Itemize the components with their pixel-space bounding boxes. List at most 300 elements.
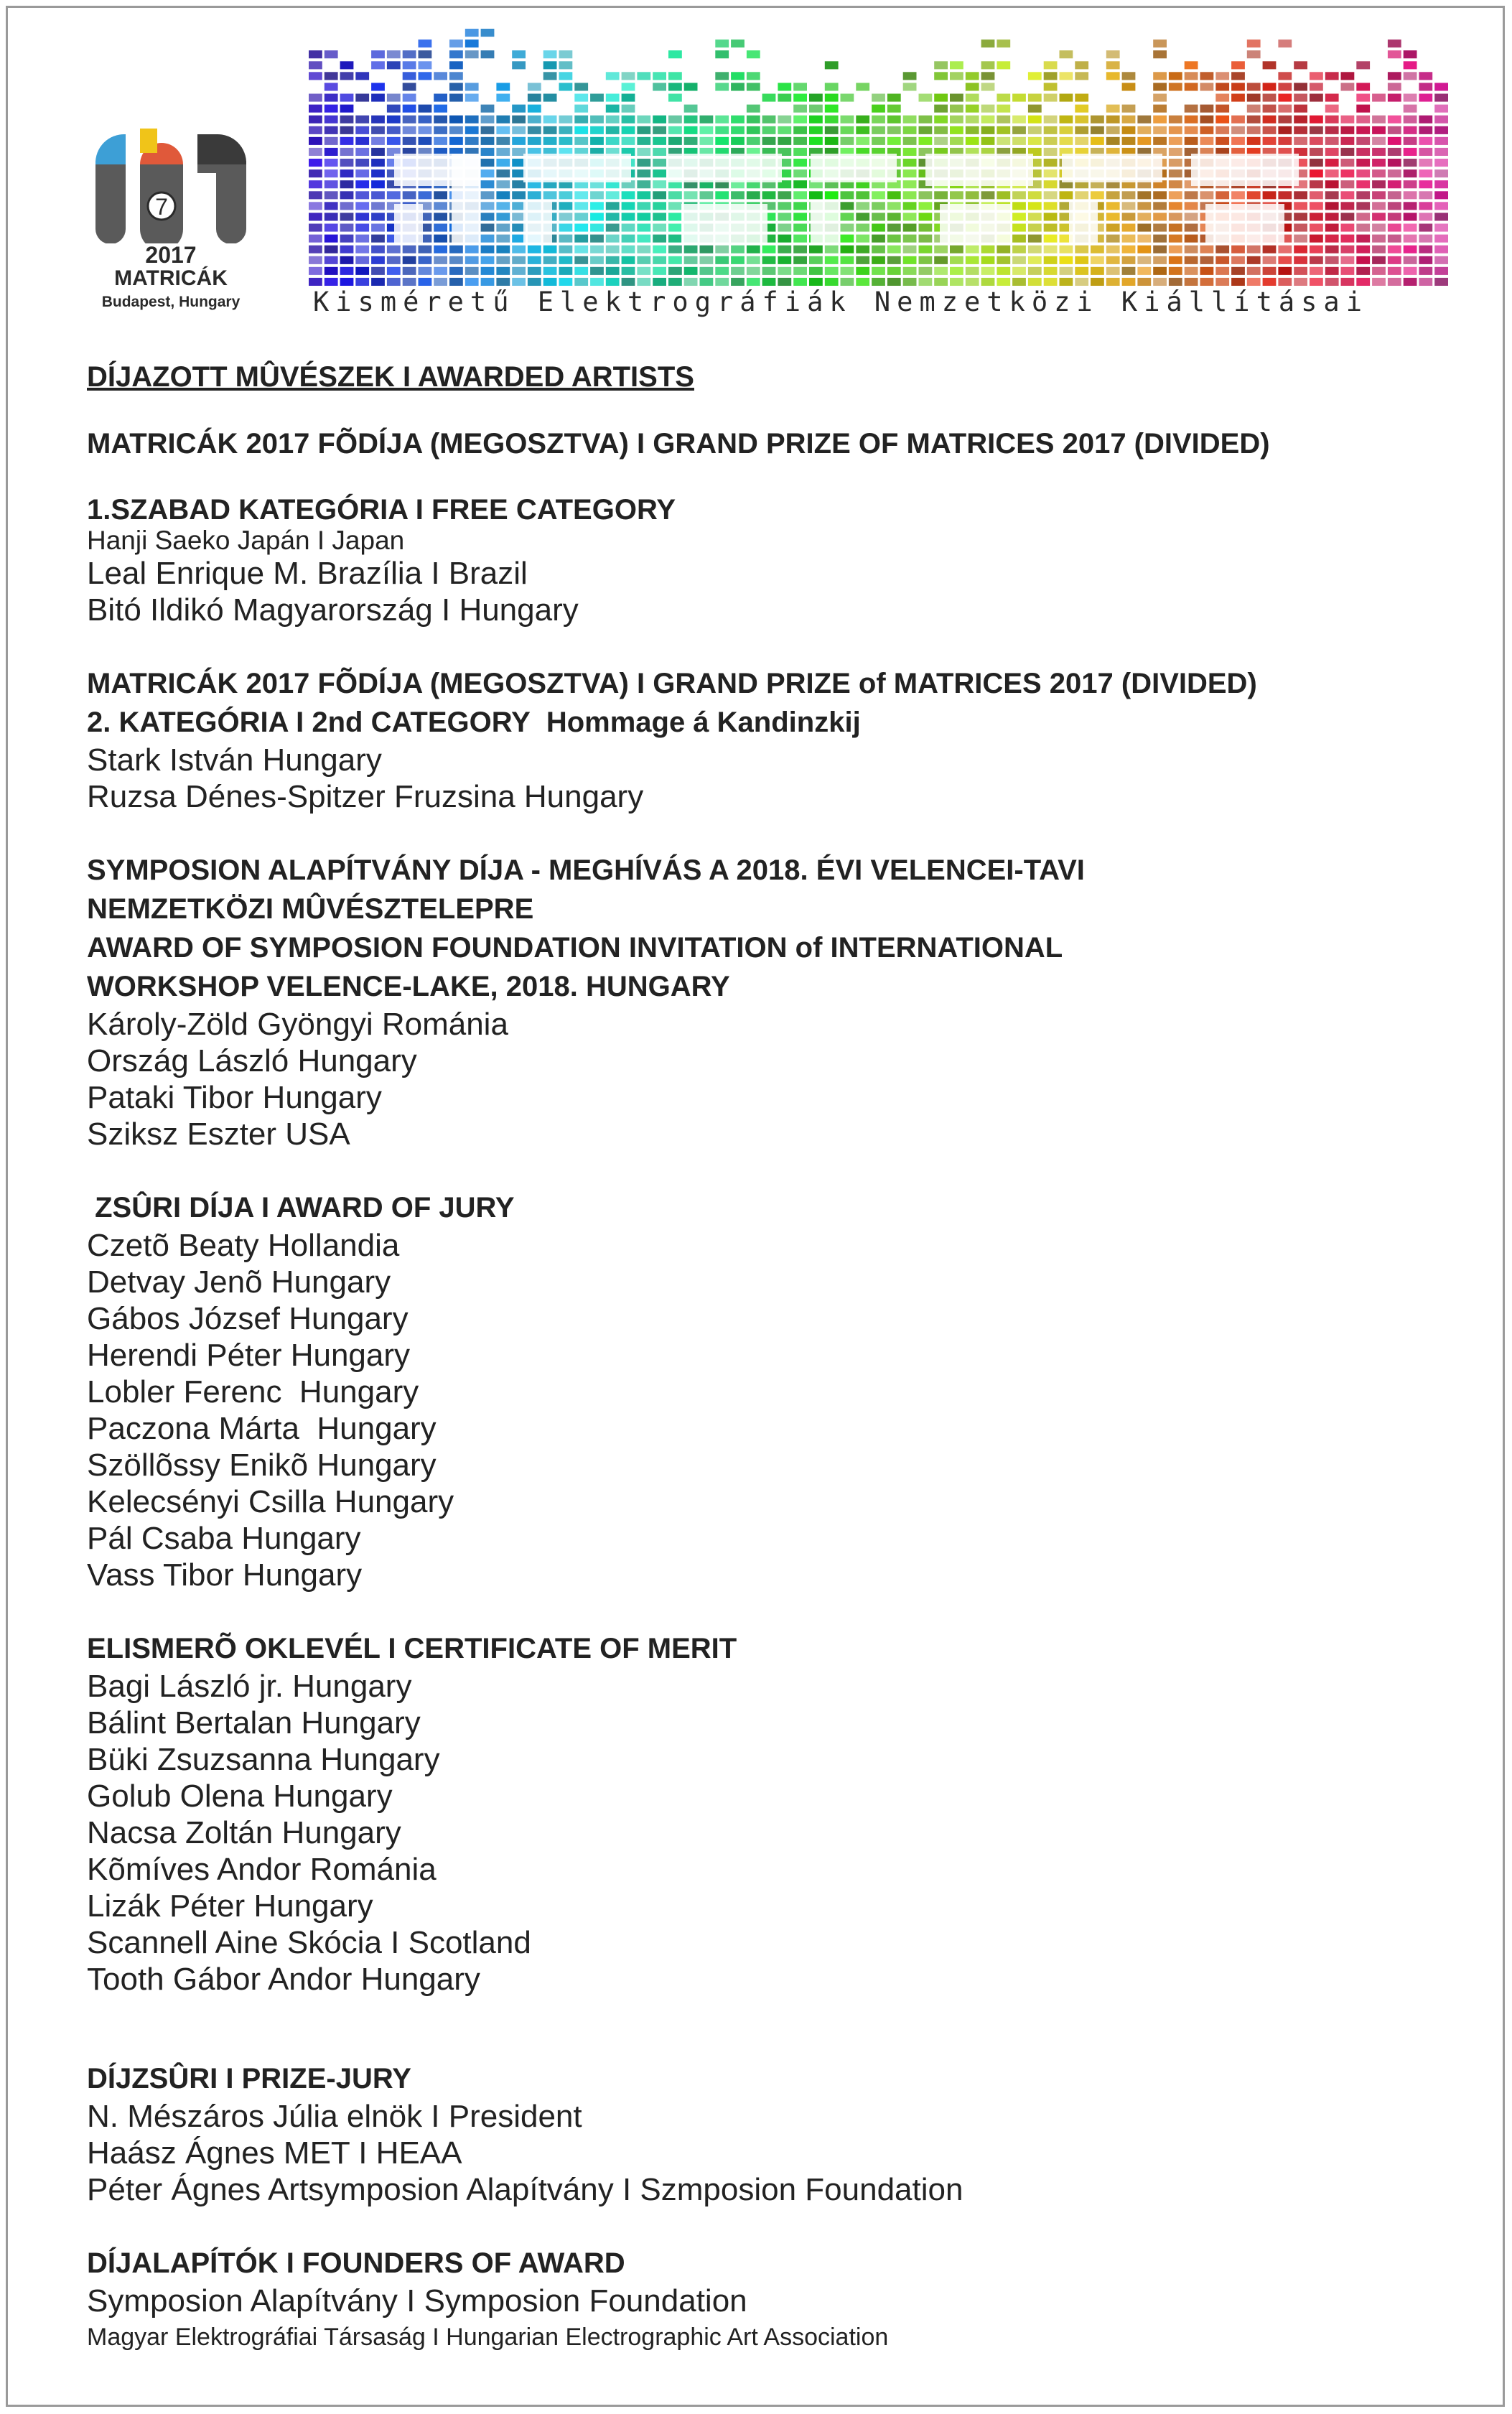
mosaic-tile: [778, 83, 791, 90]
mosaic-tile: [1231, 278, 1245, 286]
mosaic-tile: [1341, 148, 1355, 156]
mosaic-tile: [1075, 126, 1088, 134]
mosaic-tile: [1310, 246, 1323, 253]
mosaic-tile: [465, 126, 479, 134]
mosaic-tile: [1137, 116, 1151, 124]
mosaic-tile: [1419, 191, 1432, 199]
mosaic-tile: [668, 202, 682, 210]
mosaic-tile: [1372, 180, 1386, 188]
mosaic-tile: [919, 126, 933, 134]
mosaic-tile: [1419, 72, 1432, 80]
mosaic-tile: [622, 267, 635, 275]
mosaic-tile: [543, 191, 557, 199]
mosaic-tile: [1185, 246, 1198, 253]
mosaic-tile: [1185, 191, 1198, 199]
mosaic-tile: [481, 105, 495, 113]
mosaic-tile: [637, 180, 650, 188]
mosaic-tile: [872, 235, 885, 243]
mosaic-tile: [1372, 137, 1386, 145]
mosaic-tile: [543, 61, 557, 69]
mosaic-tile: [403, 137, 416, 145]
mosaic-tile: [1028, 213, 1042, 220]
mosaic-tile: [1028, 126, 1042, 134]
mosaic-tile: [325, 224, 338, 232]
mosaic-tile: [1169, 235, 1182, 243]
mosaic-tile: [1404, 105, 1417, 113]
mosaic-tile: [434, 72, 447, 80]
mosaic-tile: [1185, 105, 1198, 113]
mosaic-tile: [1153, 137, 1167, 145]
mosaic-tile: [371, 224, 385, 232]
artist-line: Stark István Hungary: [87, 742, 382, 778]
mosaic-letter-block: [1069, 200, 1098, 243]
mosaic-tile: [856, 137, 869, 145]
mosaic-tile: [778, 137, 791, 145]
mosaic-tile: [325, 235, 338, 243]
mosaic-tile: [700, 126, 714, 134]
mosaic-tile: [622, 235, 635, 243]
mosaic-tile: [309, 246, 322, 253]
mosaic-tile: [1231, 61, 1245, 69]
mosaic-tile: [1434, 224, 1448, 232]
mosaic-tile: [325, 148, 338, 156]
mosaic-tile: [762, 191, 776, 199]
mosaic-tile: [903, 191, 917, 199]
mosaic-tile: [950, 126, 963, 134]
mosaic-tile: [1419, 94, 1432, 102]
mosaic-tile: [606, 116, 620, 124]
mosaic-tile: [371, 61, 385, 69]
mosaic-tile: [543, 256, 557, 264]
mosaic-tile: [1153, 50, 1167, 58]
mosaic-tile: [1028, 72, 1042, 80]
mosaic-tile: [1434, 137, 1448, 145]
mosaic-tile: [793, 83, 807, 90]
mosaic-tile: [981, 72, 995, 80]
mosaic-tile: [1231, 83, 1245, 90]
mosaic-tile: [793, 180, 807, 188]
mosaic-tile: [934, 116, 948, 124]
mosaic-tile: [481, 202, 495, 210]
mosaic-tile: [872, 137, 885, 145]
mosaic-tile: [449, 50, 463, 58]
mosaic-tile: [496, 126, 510, 134]
mosaic-tile: [715, 246, 729, 253]
mosaic-tile: [1419, 180, 1432, 188]
merit-heading: ELISMERÕ OKLEVÉL I CERTIFICATE OF MERIT: [87, 1633, 737, 1664]
mosaic-tile: [997, 256, 1010, 264]
mosaic-tile: [1434, 94, 1448, 102]
mosaic-tile: [668, 83, 682, 90]
mosaic-tile: [637, 148, 650, 156]
mosaic-tile: [872, 267, 885, 275]
mosaic-tile: [1028, 191, 1042, 199]
mosaic-tile: [1372, 246, 1386, 253]
mosaic-tile: [919, 202, 933, 210]
mosaic-tile: [1106, 213, 1120, 220]
mosaic-tile: [325, 202, 338, 210]
mosaic-letter-block: [667, 154, 782, 182]
mosaic-tile: [622, 83, 635, 90]
mosaic-tile: [778, 191, 791, 199]
mosaic-tile: [637, 202, 650, 210]
mosaic-tile: [1012, 202, 1026, 210]
mosaic-tile: [1137, 126, 1151, 134]
mosaic-tile: [340, 159, 354, 167]
mosaic-tile: [325, 72, 338, 80]
mosaic-tile: [1419, 213, 1432, 220]
mosaic-tile: [1404, 116, 1417, 124]
mosaic-tile: [1169, 126, 1182, 134]
mosaic-tile: [1404, 159, 1417, 167]
mosaic-tile: [684, 126, 698, 134]
mosaic-tile: [1169, 83, 1182, 90]
mosaic-tile: [371, 137, 385, 145]
mosaic-tile: [1106, 116, 1120, 124]
mosaic-tile: [543, 116, 557, 124]
mosaic-tile: [1294, 267, 1307, 275]
mosaic-tile: [419, 191, 432, 199]
mosaic-tile: [355, 148, 369, 156]
mosaic-tile: [606, 267, 620, 275]
mosaic-tile: [903, 246, 917, 253]
mosaic-tile: [1278, 72, 1292, 80]
mosaic-tile: [1153, 72, 1167, 80]
mosaic-tile: [512, 105, 526, 113]
mosaic-tile: [449, 246, 463, 253]
mosaic-tile: [1091, 137, 1104, 145]
mosaic-tile: [684, 116, 698, 124]
mosaic-tile: [997, 137, 1010, 145]
mosaic-tile: [1263, 105, 1277, 113]
mosaic-tile: [1263, 278, 1277, 286]
mosaic-tile: [825, 126, 839, 134]
mosaic-tile: [1215, 126, 1229, 134]
mosaic-tile: [309, 235, 322, 243]
mosaic-tile: [793, 256, 807, 264]
mosaic-tile: [1278, 116, 1292, 124]
mosaic-tile: [1247, 50, 1261, 58]
mosaic-tile: [1137, 267, 1151, 275]
mosaic-tile: [574, 213, 588, 220]
mosaic-tile: [731, 83, 745, 90]
mosaic-tile: [1028, 256, 1042, 264]
mosaic-tile: [371, 148, 385, 156]
mosaic-tile: [1388, 126, 1401, 134]
mosaic-tile: [950, 105, 963, 113]
grand-prize-2-heading: MATRICÁK 2017 FÕDÍJA (MEGOSZTVA) I GRAND PRIZE of MATRICES 2017 (DIVIDED): [87, 668, 1257, 699]
mosaic-tile: [1356, 169, 1370, 177]
mosaic-tile: [637, 278, 650, 286]
mosaic-tile: [403, 256, 416, 264]
mosaic-tile: [325, 105, 338, 113]
mosaic-tile: [1434, 191, 1448, 199]
mosaic-tile: [1215, 116, 1229, 124]
mosaic-tile: [419, 72, 432, 80]
mosaic-tile: [481, 278, 495, 286]
mosaic-tile: [903, 116, 917, 124]
mosaic-tile: [715, 72, 729, 80]
jury-award-section: [87, 1188, 1451, 1593]
artist-line: Detvay Jenõ Hungary: [87, 1264, 391, 1300]
mosaic-tile: [809, 126, 823, 134]
mosaic-tile: [1388, 148, 1401, 156]
mosaic-tile: [872, 246, 885, 253]
mosaic-tile: [919, 224, 933, 232]
mosaic-tile: [1294, 61, 1307, 69]
mosaic-tile: [793, 116, 807, 124]
mosaic-tile: [1075, 267, 1088, 275]
mosaic-tile: [1169, 159, 1182, 167]
mosaic-tile: [481, 137, 495, 145]
mosaic-tile: [653, 278, 666, 286]
mosaic-tile: [841, 202, 854, 210]
mosaic-tile: [1106, 278, 1120, 286]
mosaic-tile: [1325, 191, 1339, 199]
mosaic-tile: [559, 61, 573, 69]
mosaic-tile: [668, 116, 682, 124]
mosaic-tile: [403, 191, 416, 199]
mosaic-tile: [1137, 213, 1151, 220]
mosaic-tile: [309, 148, 322, 156]
symposion-heading-line: AWARD OF SYMPOSION FOUNDATION INVITATION of INTERNATIONAL: [87, 932, 1063, 964]
artist-line: Lobler Ferenc Hungary: [87, 1374, 419, 1409]
mosaic-tile: [559, 224, 573, 232]
mosaic-tile: [1341, 267, 1355, 275]
mosaic-tile: [1075, 72, 1088, 80]
mosaic-tile: [1153, 191, 1167, 199]
mosaic-tile: [1419, 169, 1432, 177]
mosaic-tile: [966, 105, 979, 113]
mosaic-tile: [481, 148, 495, 156]
mosaic-tile: [1404, 72, 1417, 80]
mosaic-tile: [731, 191, 745, 199]
mosaic-tile: [1404, 213, 1417, 220]
mosaic-tile: [903, 159, 917, 167]
mosaic-tile: [778, 267, 791, 275]
mosaic-tile: [653, 224, 666, 232]
mosaic-tile: [1122, 246, 1136, 253]
mosaic-tile: [1060, 126, 1073, 134]
mosaic-tile: [1388, 246, 1401, 253]
mosaic-tile: [1215, 246, 1229, 253]
mosaic-tile: [731, 72, 745, 80]
mosaic-tile: [574, 246, 588, 253]
mosaic-tile: [1341, 72, 1355, 80]
mosaic-tile: [966, 256, 979, 264]
mosaic-tile: [1122, 224, 1136, 232]
mosaic-tile: [355, 191, 369, 199]
mosaic-tile: [1012, 116, 1026, 124]
mosaic-tile: [793, 137, 807, 145]
mosaic-tile: [1106, 202, 1120, 210]
mosaic-tile: [574, 83, 588, 90]
mosaic-tile: [903, 235, 917, 243]
mosaic-tile: [512, 137, 526, 145]
mosaic-tile: [419, 278, 432, 286]
mosaic-tile: [355, 202, 369, 210]
mosaic-tile: [700, 267, 714, 275]
mosaic-tile: [1185, 202, 1198, 210]
mosaic-tile: [1185, 126, 1198, 134]
mosaic-tile: [793, 126, 807, 134]
mosaic-tile: [1356, 213, 1370, 220]
mosaic-tile: [668, 126, 682, 134]
mosaic-tile: [1169, 72, 1182, 80]
mosaic-tile: [809, 94, 823, 102]
mosaic-tile: [1263, 126, 1277, 134]
mosaic-tile: [606, 105, 620, 113]
mosaic-tile: [403, 83, 416, 90]
mosaic-tile: [1294, 191, 1307, 199]
mosaic-tile: [309, 267, 322, 275]
mosaic-tile: [528, 267, 541, 275]
mosaic-tile: [355, 224, 369, 232]
mosaic-tile: [1325, 72, 1339, 80]
mosaic-tile: [1247, 39, 1261, 47]
mosaic-tile: [340, 105, 354, 113]
mosaic-tile: [872, 256, 885, 264]
logo-number: 7: [155, 194, 168, 220]
mosaic-tile: [1060, 267, 1073, 275]
mosaic-tile: [1372, 191, 1386, 199]
mosaic-tile: [1247, 191, 1261, 199]
mosaic-tile: [1091, 267, 1104, 275]
mosaic-tile: [528, 137, 541, 145]
mosaic-tile: [1404, 169, 1417, 177]
mosaic-tile: [825, 116, 839, 124]
mosaic-tile: [1075, 105, 1088, 113]
mosaic-tile: [872, 191, 885, 199]
mosaic-tile: [1310, 169, 1323, 177]
mosaic-tile: [449, 267, 463, 275]
mosaic-tile: [1325, 180, 1339, 188]
mosaic-tile: [1122, 213, 1136, 220]
artist-line: Kõmíves Andor Románia: [87, 1852, 437, 1887]
mosaic-tile: [1153, 256, 1167, 264]
mosaic-tile: [1434, 180, 1448, 188]
mosaic-tile: [872, 278, 885, 286]
mosaic-tile: [1153, 278, 1167, 286]
mosaic-tile: [668, 224, 682, 232]
mosaic-tile: [809, 191, 823, 199]
mosaic-tile: [481, 256, 495, 264]
mosaic-tile: [1294, 213, 1307, 220]
artist-line: Vass Tibor Hungary: [87, 1557, 363, 1593]
mosaic-tile: [449, 72, 463, 80]
mosaic-tile: [1169, 267, 1182, 275]
mosaic-tile: [981, 39, 995, 47]
mosaic-tile: [903, 202, 917, 210]
mosaic-tile: [637, 191, 650, 199]
mosaic-tile: [856, 278, 869, 286]
mosaic-tile: [355, 126, 369, 134]
mosaic-tile: [903, 224, 917, 232]
mosaic-tile: [715, 126, 729, 134]
awards-list: [87, 360, 1451, 2355]
mosaic-tile: [309, 180, 322, 188]
jury-member-line: Haász Ágnes MET I HEAA: [87, 2135, 462, 2171]
mosaic-tile: [731, 246, 745, 253]
mosaic-tile: [1341, 235, 1355, 243]
mosaic-tile: [481, 159, 495, 167]
mosaic-tile: [668, 278, 682, 286]
mosaic-tile: [1434, 159, 1448, 167]
mosaic-tile: [1185, 83, 1198, 90]
mosaic-tile: [590, 116, 604, 124]
mosaic-tile: [1388, 116, 1401, 124]
mosaic-tile: [622, 278, 635, 286]
mosaic-tile: [355, 235, 369, 243]
mosaic-tile: [903, 169, 917, 177]
mosaic-tile: [1122, 267, 1136, 275]
mosaic-tile: [419, 246, 432, 253]
mosaic-tile: [1388, 39, 1401, 47]
mosaic-tile: [1325, 105, 1339, 113]
mosaic-tile: [1231, 94, 1245, 102]
mosaic-tile: [1325, 169, 1339, 177]
mosaic-tile: [887, 246, 901, 253]
mosaic-tile: [966, 278, 979, 286]
mosaic-tile: [1372, 148, 1386, 156]
mosaic-tile: [1060, 256, 1073, 264]
mosaic-tile: [715, 267, 729, 275]
mosaic-tile: [966, 246, 979, 253]
mosaic-tile: [309, 126, 322, 134]
mosaic-tile: [1044, 202, 1058, 210]
mosaic-tile: [950, 61, 963, 69]
mosaic-tile: [1106, 50, 1120, 58]
mosaic-tile: [1341, 116, 1355, 124]
mosaic-tile: [1388, 267, 1401, 275]
mosaic-tile: [403, 267, 416, 275]
mosaic-tile: [1185, 256, 1198, 264]
mosaic-tile: [543, 94, 557, 102]
mosaic-tile: [887, 191, 901, 199]
mosaic-tile: [887, 105, 901, 113]
mosaic-tile: [1106, 235, 1120, 243]
mosaic-tile: [793, 267, 807, 275]
mosaic-tile: [1434, 278, 1448, 286]
mosaic-tile: [1310, 256, 1323, 264]
mosaic-tile: [325, 116, 338, 124]
mosaic-tile: [1278, 191, 1292, 199]
mosaic-tile: [1434, 105, 1448, 113]
mosaic-tile: [1169, 169, 1182, 177]
mosaic-tile: [465, 116, 479, 124]
mosaic-tile: [496, 180, 510, 188]
mosaic-tile: [825, 267, 839, 275]
mosaic-tile: [528, 256, 541, 264]
mosaic-tile: [1169, 116, 1182, 124]
mosaic-tile: [1028, 235, 1042, 243]
mosaic-tile: [559, 278, 573, 286]
mosaic-tile: [997, 39, 1010, 47]
mosaic-letter-block: [1062, 154, 1162, 182]
mosaic-tile: [747, 191, 760, 199]
mosaic-tile: [1075, 94, 1088, 102]
mosaic-tile: [856, 235, 869, 243]
mosaic-tile: [340, 180, 354, 188]
mosaic-tile: [1434, 169, 1448, 177]
mosaic-tile: [449, 137, 463, 145]
mosaic-tile: [872, 105, 885, 113]
mosaic-tile: [340, 72, 354, 80]
mosaic-tile: [309, 50, 322, 58]
mosaic-tile: [1278, 105, 1292, 113]
mosaic-tile: [403, 105, 416, 113]
mosaic-tile: [403, 50, 416, 58]
